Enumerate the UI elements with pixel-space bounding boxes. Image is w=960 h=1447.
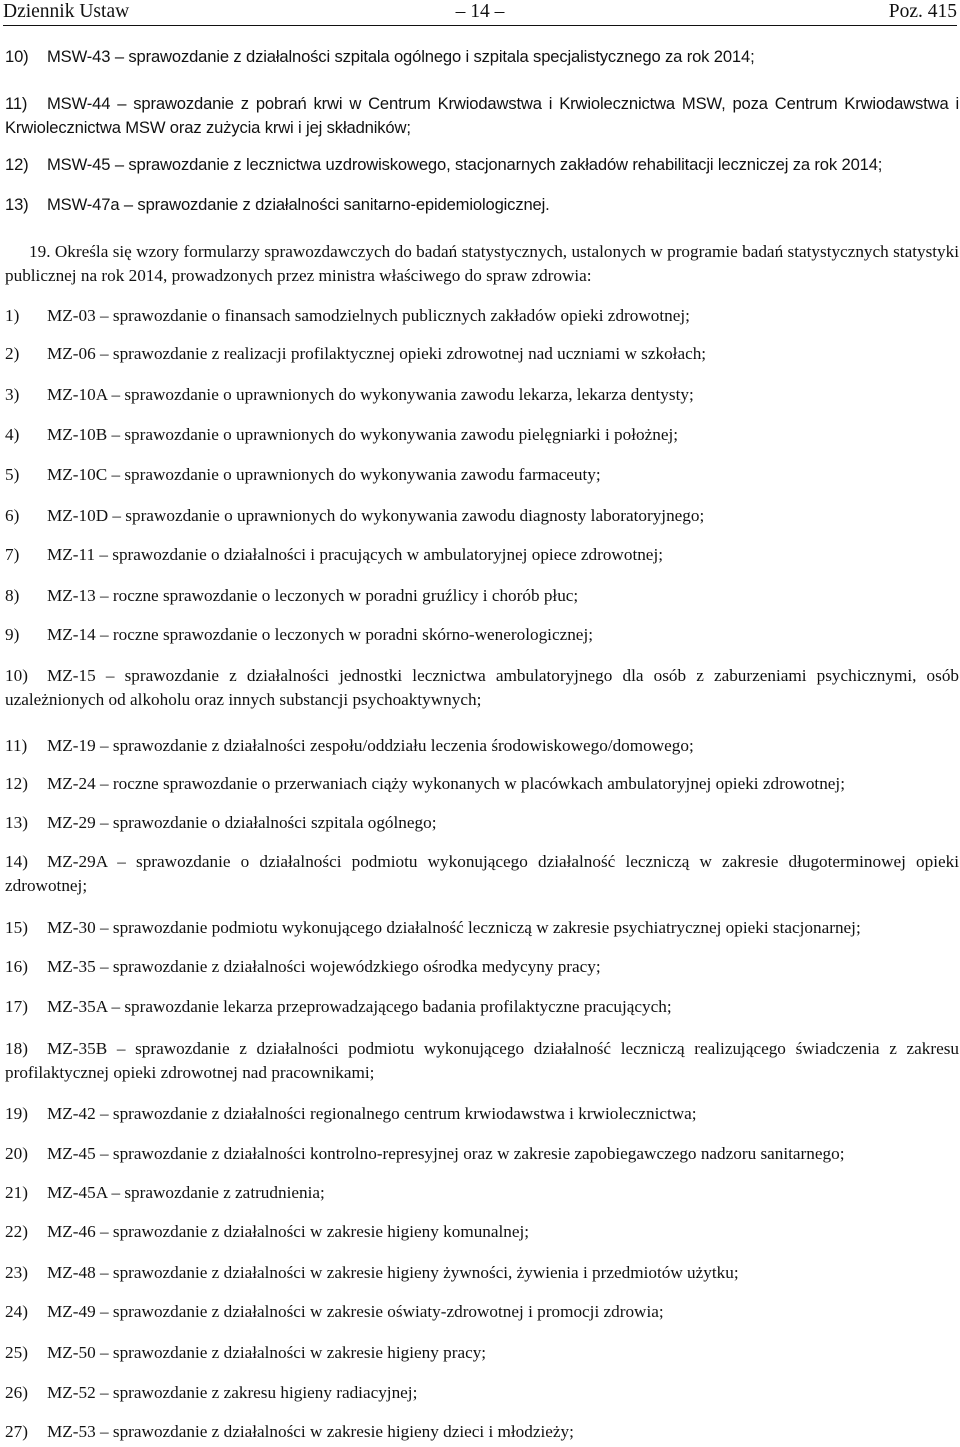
form-description: – sprawozdanie o uprawnionych do wykonywania zawodu pielęgniarki i położnej;	[111, 425, 679, 444]
form-code: MSW-43	[47, 47, 111, 66]
form-description: – sprawozdanie z pobrań krwi w Centrum Krwiodawstwa i Krwiolecznictwa MSW, poza Centrum Krwiodawstwa i Krwiolecznictwa MSW oraz zużycia krwi i jej składników;	[5, 94, 959, 137]
form-code: MZ-24	[47, 774, 96, 793]
item-number: 25)	[5, 1343, 28, 1362]
list-item	[5, 1381, 959, 1405]
form-code: MZ-10D	[47, 506, 109, 525]
list-item	[5, 623, 959, 647]
item-number: 6)	[5, 506, 20, 525]
form-description: – sprawozdanie z realizacji profilaktycznej opieki zdrowotnej nad uczniami w szkołach;	[100, 344, 707, 363]
form-description: – sprawozdanie podmiotu wykonującego działalność leczniczą w zakresie psychiatrycznej opieki stacjonarnej;	[100, 918, 861, 937]
form-code: MZ-45A	[47, 1183, 108, 1202]
form-description: – sprawozdanie z działalności jednostki lecznictwa ambulatoryjnego dla osób z zaburzeniami psychicznymi, osób uzależnionych od alkoholu oraz innych substancji psychoaktywnych;	[5, 666, 960, 709]
form-code: MSW-44	[47, 94, 111, 113]
item-number: 18)	[5, 1039, 28, 1058]
list-item	[5, 1341, 959, 1365]
list-item	[5, 92, 959, 140]
form-description: – sprawozdanie o działalności podmiotu wykonującego działalność leczniczą w zakresie długoterminowej opieki zdrowotnej;	[5, 852, 960, 895]
item-number: 11)	[5, 736, 28, 755]
form-code: MZ-06	[47, 344, 96, 363]
list-item	[5, 383, 959, 407]
form-description: – roczne sprawozdanie o leczonych w poradni gruźlicy i chorób płuc;	[100, 586, 579, 605]
list-item	[5, 1037, 959, 1085]
item-number: 10)	[5, 47, 29, 66]
form-description: – sprawozdanie o działalności i pracujących w ambulatoryjnej opiece zdrowotnej;	[99, 545, 663, 564]
item-number: 14)	[5, 852, 28, 871]
list-item	[5, 811, 959, 835]
form-description: – sprawozdanie z działalności w zakresie higieny dzieci i młodzieży;	[100, 1422, 574, 1441]
page-number: – 14 –	[455, 1, 505, 22]
form-code: MZ-11	[47, 545, 96, 564]
item-number: 13)	[5, 813, 28, 832]
item-number: 5)	[5, 465, 20, 484]
list-item	[5, 423, 959, 447]
form-code: MZ-29	[47, 813, 96, 832]
form-description: – sprawozdanie o działalności szpitala ogólnego;	[100, 813, 437, 832]
form-description: – sprawozdanie o uprawnionych do wykonywania zawodu lekarza, lekarza dentysty;	[111, 385, 694, 404]
form-code: MZ-35	[47, 957, 96, 976]
item-number: 16)	[5, 957, 28, 976]
form-description: – sprawozdanie z działalności wojewódzkiego ośrodka medycyny pracy;	[100, 957, 601, 976]
form-description: – sprawozdanie o finansach samodzielnych publicznych zakładów opieki zdrowotnej;	[100, 306, 690, 325]
item-number: 24)	[5, 1302, 28, 1321]
form-description: – sprawozdanie z działalności w zakresie higieny żywności, żywienia i przedmiotów użytku;	[100, 1263, 739, 1282]
form-description: – sprawozdanie z zatrudnienia;	[111, 1183, 325, 1202]
form-description: – sprawozdanie z działalności w zakresie oświaty-zdrowotnej i promocji zdrowia;	[100, 1302, 664, 1321]
list-item	[5, 304, 959, 328]
form-code: MZ-14	[47, 625, 96, 644]
list-item	[5, 772, 959, 796]
form-code: MSW-47a	[47, 195, 120, 214]
form-code: MZ-10A	[47, 385, 108, 404]
form-code: MZ-30	[47, 918, 96, 937]
list-item	[5, 153, 959, 177]
list-item	[5, 193, 959, 217]
journal-title: Dziennik Ustaw	[3, 1, 130, 22]
form-description: – sprawozdanie z działalności podmiotu wykonującego działalność leczniczą realizującego świadczenia z zakresu profilaktycznej opieki zdrowotnej nad pracownikami;	[5, 1039, 960, 1082]
form-code: MZ-52	[47, 1383, 96, 1402]
form-description: – roczne sprawozdanie o leczonych w poradni skórno-wenerologicznej;	[100, 625, 593, 644]
form-code: MZ-35B	[47, 1039, 108, 1058]
list-item	[5, 504, 959, 528]
item-number: 12)	[5, 155, 29, 174]
item-number: 22)	[5, 1222, 28, 1241]
form-code: MZ-15	[47, 666, 96, 685]
list-item	[5, 1261, 959, 1285]
form-code: MZ-19	[47, 736, 96, 755]
form-description: – sprawozdanie z działalności szpitala ogólnego i szpitala specjalistycznego za rok 2014;	[114, 47, 755, 66]
header-rule	[3, 25, 957, 26]
item-number: 20)	[5, 1144, 28, 1163]
list-item	[5, 584, 959, 608]
list-item	[5, 1420, 959, 1444]
form-code: MZ-48	[47, 1263, 96, 1282]
form-code: MZ-49	[47, 1302, 96, 1321]
list-item	[5, 45, 959, 69]
form-description: – sprawozdanie z działalności kontrolno-represyjnej oraz w zakresie zapobiegawczego nadzoru sanitarnego;	[100, 1144, 845, 1163]
list-item	[5, 342, 959, 366]
list-item	[5, 1300, 959, 1324]
list-item	[5, 734, 959, 758]
item-number: 26)	[5, 1383, 28, 1402]
form-description: – sprawozdanie z działalności regionalnego centrum krwiodawstwa i krwiolecznictwa;	[100, 1104, 697, 1123]
item-number: 8)	[5, 586, 20, 605]
form-code: MZ-46	[47, 1222, 96, 1241]
item-number: 19)	[5, 1104, 28, 1123]
item-number: 4)	[5, 425, 20, 444]
item-number: 2)	[5, 344, 20, 363]
paragraph-19: 19. Określa się wzory formularzy sprawozdawczych do badań statystycznych, ustalonych w programie badań statystycznych statystyki publicznej na rok 2014, prowadzonych przez ministra właściwego do spraw zdrowia:	[5, 242, 959, 285]
form-description: – sprawozdanie z lecznictwa uzdrowiskowego, stacjonarnych zakładów rehabilitacji leczniczej za rok 2014;	[114, 155, 883, 174]
form-description: – sprawozdanie o uprawnionych do wykonywania zawodu farmaceuty;	[111, 465, 601, 484]
item-number: 13)	[5, 195, 29, 214]
list-item	[5, 916, 959, 940]
form-description: – sprawozdanie lekarza przeprowadzającego badania profilaktyczne pracujących;	[111, 997, 672, 1016]
form-code: MZ-35A	[47, 997, 108, 1016]
item-number: 21)	[5, 1183, 28, 1202]
item-number: 12)	[5, 774, 28, 793]
list-item	[5, 955, 959, 979]
position-number: Poz. 415	[888, 1, 957, 22]
list-item	[5, 1220, 959, 1244]
item-number: 3)	[5, 385, 20, 404]
form-description: – sprawozdanie z działalności w zakresie higieny komunalnej;	[100, 1222, 530, 1241]
form-code: MSW-45	[47, 155, 111, 174]
form-code: MZ-45	[47, 1144, 96, 1163]
item-number: 7)	[5, 545, 20, 564]
form-description: – sprawozdanie z działalności sanitarno-epidemiologicznej.	[123, 195, 550, 214]
list-item	[5, 463, 959, 487]
form-code: MZ-13	[47, 586, 96, 605]
form-description: – sprawozdanie o uprawnionych do wykonywania zawodu diagnosty laboratoryjnego;	[112, 506, 705, 525]
form-description: – sprawozdanie z zakresu higieny radiacyjnej;	[100, 1383, 418, 1402]
list-item	[5, 1142, 959, 1166]
form-code: MZ-53	[47, 1422, 96, 1441]
form-description: – sprawozdanie z działalności zespołu/oddziału leczenia środowiskowego/domowego;	[100, 736, 694, 755]
list-item	[5, 850, 959, 898]
item-number: 11)	[5, 94, 28, 113]
item-number: 23)	[5, 1263, 28, 1282]
item-number: 9)	[5, 625, 20, 644]
item-number: 1)	[5, 306, 20, 325]
form-code: MZ-10C	[47, 465, 108, 484]
form-code: MZ-50	[47, 1343, 96, 1362]
list-item	[5, 995, 959, 1019]
form-code: MZ-29A	[47, 852, 108, 871]
list-item	[5, 543, 959, 567]
form-description: – roczne sprawozdanie o przerwaniach ciąży wykonanych w placówkach ambulatoryjnej opieki zdrowotnej;	[100, 774, 845, 793]
list-item	[5, 664, 959, 712]
item-number: 27)	[5, 1422, 28, 1441]
item-number: 17)	[5, 997, 28, 1016]
form-description: – sprawozdanie z działalności w zakresie higieny pracy;	[100, 1343, 487, 1362]
page-header	[3, 0, 957, 26]
list-item	[5, 1181, 959, 1205]
item-number: 10)	[5, 666, 28, 685]
form-code: MZ-03	[47, 306, 96, 325]
form-code: MZ-10B	[47, 425, 108, 444]
list-item	[5, 1102, 959, 1126]
form-code: MZ-42	[47, 1104, 96, 1123]
item-number: 15)	[5, 918, 28, 937]
